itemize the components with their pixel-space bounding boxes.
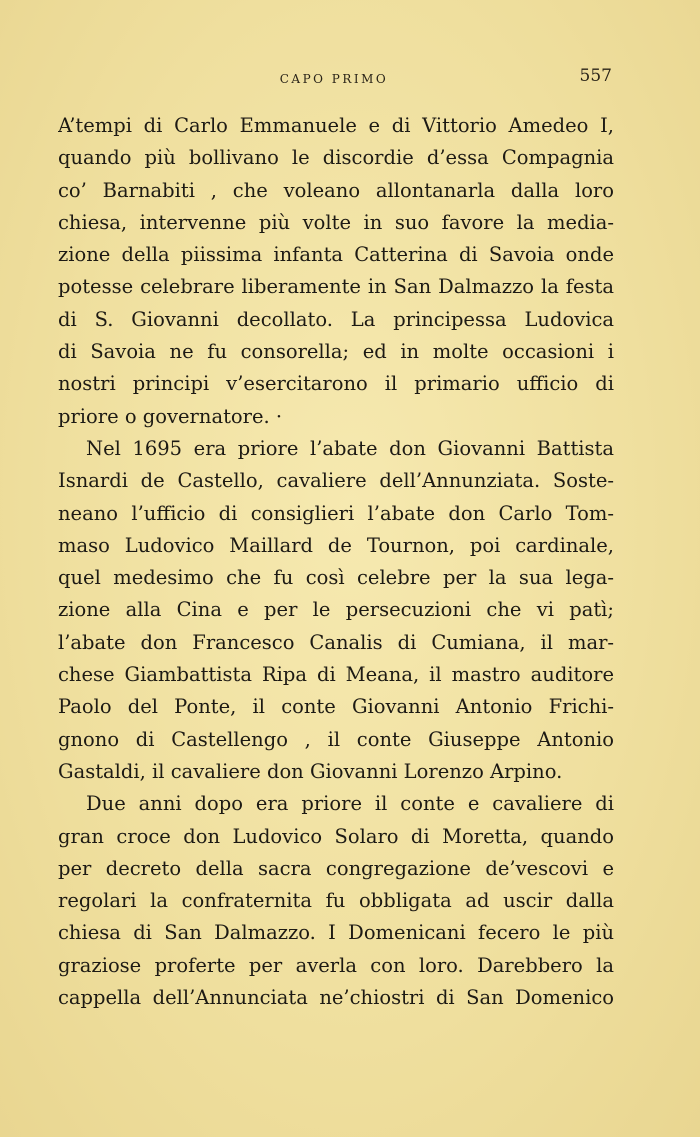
body-text: [58, 110, 614, 1014]
text-line: A’tempi di Carlo Emmanuele e di Vittorio Amedeo I,: [58, 114, 614, 137]
page-number: 557: [579, 66, 612, 86]
text-line: chiesa, intervenne più volte in suo favore la media-: [58, 210, 614, 234]
text-line: quando più bollivano le discordie d’essa Compagnia: [58, 146, 614, 170]
text-line: zione alla Cina e per le persecuzioni che vi patì;: [58, 598, 614, 622]
text-line: chese Giambattista Ripa di Meana, il mastro auditore: [58, 663, 614, 687]
text-line: maso Ludovico Maillard de Tournon, poi cardinale,: [58, 533, 614, 557]
text-line: Gastaldi, il cavaliere don Giovanni Lorenzo Arpino.: [58, 759, 563, 783]
text-line: Due anni dopo era priore il conte e cavaliere di: [86, 792, 614, 816]
text-line: Isnardi de Castello, cavaliere dell’Annunziata. Soste-: [58, 469, 614, 493]
text-line: di S. Giovanni decollato. La principessa Ludovica: [58, 307, 614, 331]
text-line: per decreto della sacra congregazione de’vescovi e: [58, 856, 614, 880]
text-line: neano l’ufficio di consiglieri l’abate don Carlo Tom-: [58, 501, 614, 525]
text-line: l’abate don Francesco Canalis di Cumiana, il mar-: [58, 630, 614, 654]
running-title: CAPO PRIMO: [279, 72, 389, 86]
text-line: Paolo del Ponte, il conte Giovanni Antonio Frichi-: [58, 695, 614, 719]
text-line: di Savoia ne fu consorella; ed in molte occasioni i: [58, 340, 614, 364]
text-line: gnono di Castellengo , il conte Giuseppe Antonio: [58, 727, 614, 751]
text-line: priore o governatore. ·: [58, 404, 283, 428]
text-line: nostri principi v’esercitarono il primario ufficio di: [58, 372, 614, 396]
text-line: regolari la confraternita fu obbligata ad uscir dalla: [58, 889, 614, 913]
text-line: potesse celebrare liberamente in San Dalmazzo la festa: [58, 275, 614, 299]
text-line: Nel 1695 era priore l’abate don Giovanni Battista: [86, 436, 614, 460]
text-line: gran croce don Ludovico Solaro di Moretta, quando: [58, 824, 614, 848]
text-line: chiesa di San Dalmazzo. I Domenicani fecero le più: [58, 921, 614, 945]
text-line: quel medesimo che fu così celebre per la sua lega-: [58, 566, 614, 590]
text-line: zione della piissima infanta Catterina di Savoia onde: [58, 243, 614, 267]
running-head: [56, 66, 612, 96]
text-line: co’ Barnabiti , che voleano allontanarla dalla loro: [58, 178, 614, 202]
text-line: graziose proferte per averla con loro. Darebbero la: [58, 953, 614, 977]
text-line: cappella dell’Annunciata ne’chiostri di San Domenico: [58, 986, 614, 1010]
